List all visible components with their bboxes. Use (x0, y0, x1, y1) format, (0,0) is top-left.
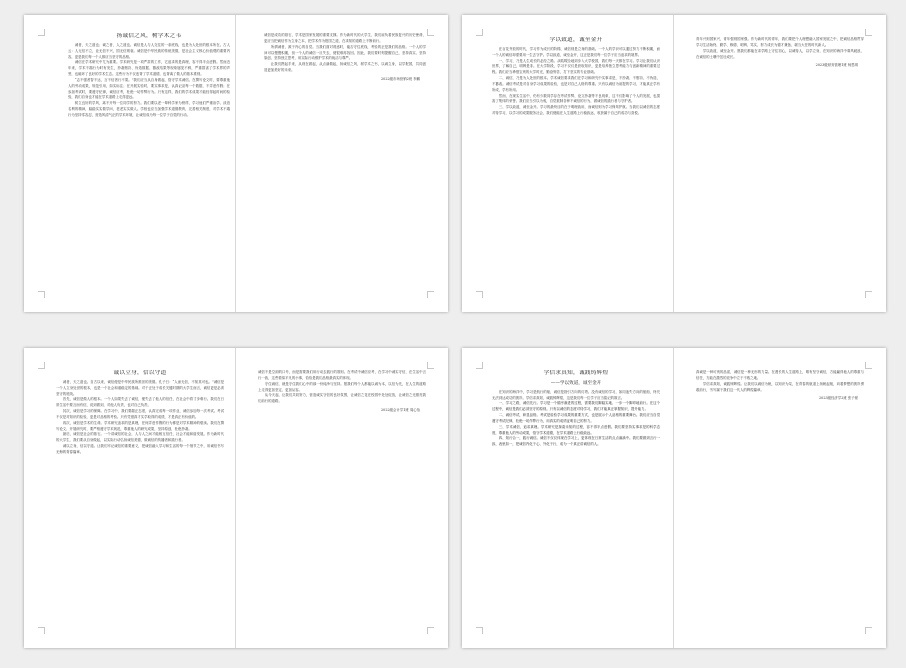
crop-mark (865, 362, 872, 369)
crop-mark (38, 627, 45, 634)
paragraph: 让我们携起手来，从现在做起，从点滴做起，扬诚信之风，树学术之韦，以诚立身，以学报国，共同创造更加美好的未来。 (264, 62, 426, 73)
paragraph: 最后，诚信是社会的基石。一个讲诚信的社会，人与人之间才能相互信任，社会才能和谐发展。作为新时代的大学生，我们要从自身做起，以实际行动弘扬诚信美德，做诚信的传播者和践行者。 (56, 432, 224, 443)
page-body (68, 33, 230, 297)
page-body (492, 37, 660, 299)
crop-mark (38, 362, 45, 369)
essay-title: 扬诚信之风，树学术之韦 (116, 33, 182, 39)
spread-4-page-left (462, 348, 674, 648)
paragraph: 守住诚信，就是守住我们心中的那一份纯净与坚持。愿我们每个人都能以诚为本，以信为先，在人生的道路上走得更加坚定、更加从容。 (258, 381, 426, 392)
crop-mark (427, 29, 434, 36)
essay-title: 学以致道，诚至金开 (549, 37, 603, 43)
spread-1-page-right (236, 15, 448, 312)
paragraph: 从今天起，让我们共同努力，营造诚实守信的良好氛围，让诚信之花在校园中处处绽放，让诚信之光照亮我们前行的道路。 (258, 393, 426, 404)
paragraph: 一、学习，乃是人生成长的必经之路。从呱呱坠地到步入大学校园，我们每一天都在学习。学习让我们认识世界，了解自己，明辨是非。在大学阶段，学习不仅仅是获取知识，更是培养独立思考能力与创新精神的重要过程。我们应当珍惜宝贵的大学时光，勤奋刻苦，打下坚实的专业基础。 (492, 58, 660, 75)
spread-1-page-left (24, 15, 236, 312)
paragraph: 青年兴则国家兴，青年强则国家强。作为新时代的青年，我们要把个人理想融入国家发展之中，把诚信品格贯穿学习生活始终，勤学、修德、明辨、笃实，努力成长为德才兼备、堪当大任的时代新人。 (696, 37, 864, 47)
paragraph: 三、学术诚信，追求真理。学术研究是探索未知的过程，容不得半点虚假。我们要坚持实事求是的科学态度，尊重他人的劳动成果，恪守学术道德，在学术道路上行稳致远。 (492, 424, 660, 435)
paragraph: 所谓诚者，源于内心的自觉。当我们面对诱惑时，能否守住底线，考验的正是我们的品格。一个人的学问可以慢慢积累，但一个人的诚信一旦失去，便很难再找回。因此，我们要时刻提醒自己，坚持真实、坚持原创、坚持独立思考，用实际行动维护学术的纯洁与尊严。 (264, 44, 426, 61)
paragraph: 诚者，天之道也；诚之者，人之道也。诚信是人与人交往的一条底线，也是为人处世的根本所在。古人云：人无信不立，业无信不兴，国无信则衰。诚信是中华民族的传统美德，是社会主义核心价值观的重要内容，更是我们每一个人都应当坚守的品格。 (68, 42, 230, 59)
paragraph: 在知识的海洋中，学习是航行的船，诚信是指引方向的灯塔。没有诚信的学习，如同迷失方向的航船，终究无法到达成功的彼岸。学信求真知，诚践铸辉煌，这是我们每一位学子应当铭记的箴言。 (492, 389, 660, 400)
paragraph: 其次，诚信是学习的保障。在学习中，我们要端正态度，认真完成每一项作业，诚信参加每一次考试。考试不仅是对知识的检验，更是对品格的考验。只有凭借真才实学取得的成绩，才是真正有价值的。 (56, 409, 224, 419)
page-body (696, 370, 864, 636)
paragraph: 诚者，天之道也。自古以来，诚信便是中华民族所推崇的美德。孔子曰：“人而无信，不知其可也。”诚信是一个人立身处世的根本，也是一个社会和谐稳定的基础。对于正处于成长关键时期的大学生而言，诚信更是必须坚守的底线。 (56, 379, 224, 396)
paragraph: 二、诚信，乃是为人处世的根本。学术诚信要求我们在学习和研究中实事求是，不抄袭、不剽窃、不伪造、不篡改。诚信考试是对自身学习成果的检验，也是对自己人格的尊重。只有以诚信为前提的学习，才能真正学有所成，学有所用。 (492, 76, 660, 92)
essay-subtitle: ——学以致道，诚至金开 (550, 380, 602, 386)
crop-mark (427, 362, 434, 369)
paragraph: 学信求真知，诚践铸辉煌。让我们以诚信为帆，以知识为桨，在青春的航道上扬帆起航，向着梦想的彼岸勇敢前行，书写属于我们这一代人的辉煌篇章。 (696, 381, 864, 392)
paragraph: 一、学习之路，诚信先行。学习是一个循序渐进的过程，需要我们脚踏实地、一步一个脚印地前行。在这个过程中，诚信是我们必须坚守的原则。只有以诚信的态度对待学习，我们才能真正掌握知识，提升能力。 (492, 401, 660, 412)
essay-title: 诚以立身，信以守道 (113, 370, 167, 376)
document-spread-2 (462, 15, 886, 312)
page-body (264, 33, 426, 297)
document-spread-1 (24, 15, 448, 312)
paragraph: 真诚是一种可贵的品质，诚信是一种无形的力量。在漫长的人生道路上，唯有坚守诚信，方能赢得他人的尊重与信任，方能在激烈的竞争中立于不败之地。 (696, 370, 864, 380)
paragraph: 在百花齐放的时代，学习作为成长的阶梯，诚信则是立身的基础。一个人的学识可以通过努力不断积累，而一个人的诚信却需要用一生去守护。学以致道，诚至金开，这正是我们每一位学子应当追求的境界。 (492, 46, 660, 57)
page-body (492, 370, 660, 636)
crop-mark (476, 291, 483, 298)
signature: 2022级市场营销2班 李鹏 (381, 76, 420, 81)
document-spread-4 (462, 348, 886, 648)
page-body (56, 370, 224, 636)
paragraph: 诚信不是空洞的口号，而是需要我们用行动去践行的准则。在考试中诚信应考，在学习中诚实守信，在生活中言行一致，这些看似平凡的小事，恰恰是我们品格最真实的体现。 (258, 370, 426, 380)
crop-mark (427, 291, 434, 298)
paragraph: 诚以立身，信以守道。让我们牢记诚信的重要意义，把诚信融入学习和生活的每一个细节之中，用诚信书写无悔的青春篇章。 (56, 444, 224, 454)
crop-mark (476, 362, 483, 369)
crop-mark (865, 29, 872, 36)
spread-2-page-right (674, 15, 886, 312)
paragraph: 三、学以致道，诚至金开。学习的最终目的在于明理致用，而诚信则为学习保驾护航。当我们以诚信的态度对待学习，以学习的成果服务社会，我们便能在人生道路上行稳致远，收获属于自己的成功与喜悦。 (492, 105, 660, 116)
crop-mark (476, 627, 483, 634)
paragraph: 诚信是成功的基石，学术是国家发展的重要支撑。作为新时代的大学生，我们肩负着民族复兴的历史使命，更应当把诚信作为立身之本，把学术作为报国之道，在求知的道路上不断前行。 (264, 33, 426, 43)
paragraph: 学以致道，诚至金开。愿我们都能在求学路上守住初心，以诚待人，以学立身，在知识的海洋中乘风破浪，在诚信的土壤中茁壮成长。 (696, 48, 864, 59)
paragraph: 再次，诚信是学术的生命。学术研究追求的是真理，任何弄虚作假的行为都是对学术精神的亵渎。我们在撰写论文、开展研究时，要严格遵守学术规范，尊重他人的研究成果，坚持原创，杜绝抄袭。 (56, 420, 224, 431)
paragraph: 诚信在学术研究中尤为重要。学术研究是一项严肃的工作，它追求的是真理，容不得半点虚假。然而近年来，学术不端行为时有发生，抄袭剽窃、伪造数据、篡改结果等现象屡见不鲜，严重损害了学术界的声誉，也破坏了良好的学术生态。这些行为不仅违背了学术道德，也背离了做人的基本准则。 (68, 60, 230, 77)
crop-mark (38, 291, 45, 298)
signature: 2023级经济学2班 张子豪 (819, 396, 858, 401)
signature: 2022级会计学1班 周心怡 (381, 408, 420, 413)
crop-mark (865, 627, 872, 634)
paragraph: 四、知行合一，践行诚信。诚信不仅仅体现在学习上，更体现在日常生活的点点滴滴中。我们要做到言行一致、表里如一，把诚信内化于心、外化于行，成为一个真正讲诚信的人。 (492, 436, 660, 447)
document-spread-3 (24, 348, 448, 648)
paragraph: 树立良好的学风，离不开每一位同学的努力。我们要以老一辈科学家为榜样，学习他们严谨治学、淡泊名利的精神，踏踏实实做学问，老老实实做人。学校也应当加强学术道德教育，完善相关制度，对学术不端行为坚持零容忍，营造风清气正的学术环境，让诚信成为每一位学子自觉的行动。 (68, 101, 230, 117)
page-body (258, 370, 426, 636)
spread-3-page-right (236, 348, 448, 648)
crop-mark (476, 29, 483, 36)
crop-mark (865, 291, 872, 298)
paragraph: “志不强者智不达，言不信者行不果。”我们应当从自身做起，恪守学术诚信。在撰写论文时，要尊重他人的劳动成果，规范引用，如实标注；在开展实验时，要实事求是，认真记录每一个数据，不弄虚作假；在参加考试时，要遵守纪律，诚信应考，杜绝一切作弊行为。只有这样，我们的学术成果才能经得起时间的检验，我们自身也才能在学术道路上走得更远。 (68, 77, 230, 100)
paragraph: 然而，在现实生活中，仍有少数同学存在考试作弊、论文抄袭等不良现象，这不仅影响了个人的发展，也损害了集体的荣誉。我们应当引以为戒，自觉抵制各种不诚信的行为，做诚信的践行者与守护者。 (492, 93, 660, 104)
crop-mark (427, 627, 434, 634)
essay-title: 学信求真知，诚践铸辉煌 (543, 370, 609, 376)
page-body (696, 37, 864, 299)
paragraph: 二、诚信考试，彰显品格。考试是检验学习成果的重要方式，也是展示个人品格的重要舞台。我们应当自觉遵守考试纪律，杜绝一切作弊行为，用真实的成绩证明自己的努力。 (492, 413, 660, 423)
spread-4-page-right (674, 348, 886, 648)
signature: 2023级财务管理1班 杨思琪 (815, 63, 858, 68)
crop-mark (38, 29, 45, 36)
spread-3-page-left (24, 348, 236, 648)
paragraph: 首先，诚信是做人的根本。一个人如果失去了诚信，便失去了他人的信任，在社会中将寸步难行。我们在日常生活中要言而有信，说到做到，对他人负责，也对自己负责。 (56, 397, 224, 408)
spread-2-page-left (462, 15, 674, 312)
